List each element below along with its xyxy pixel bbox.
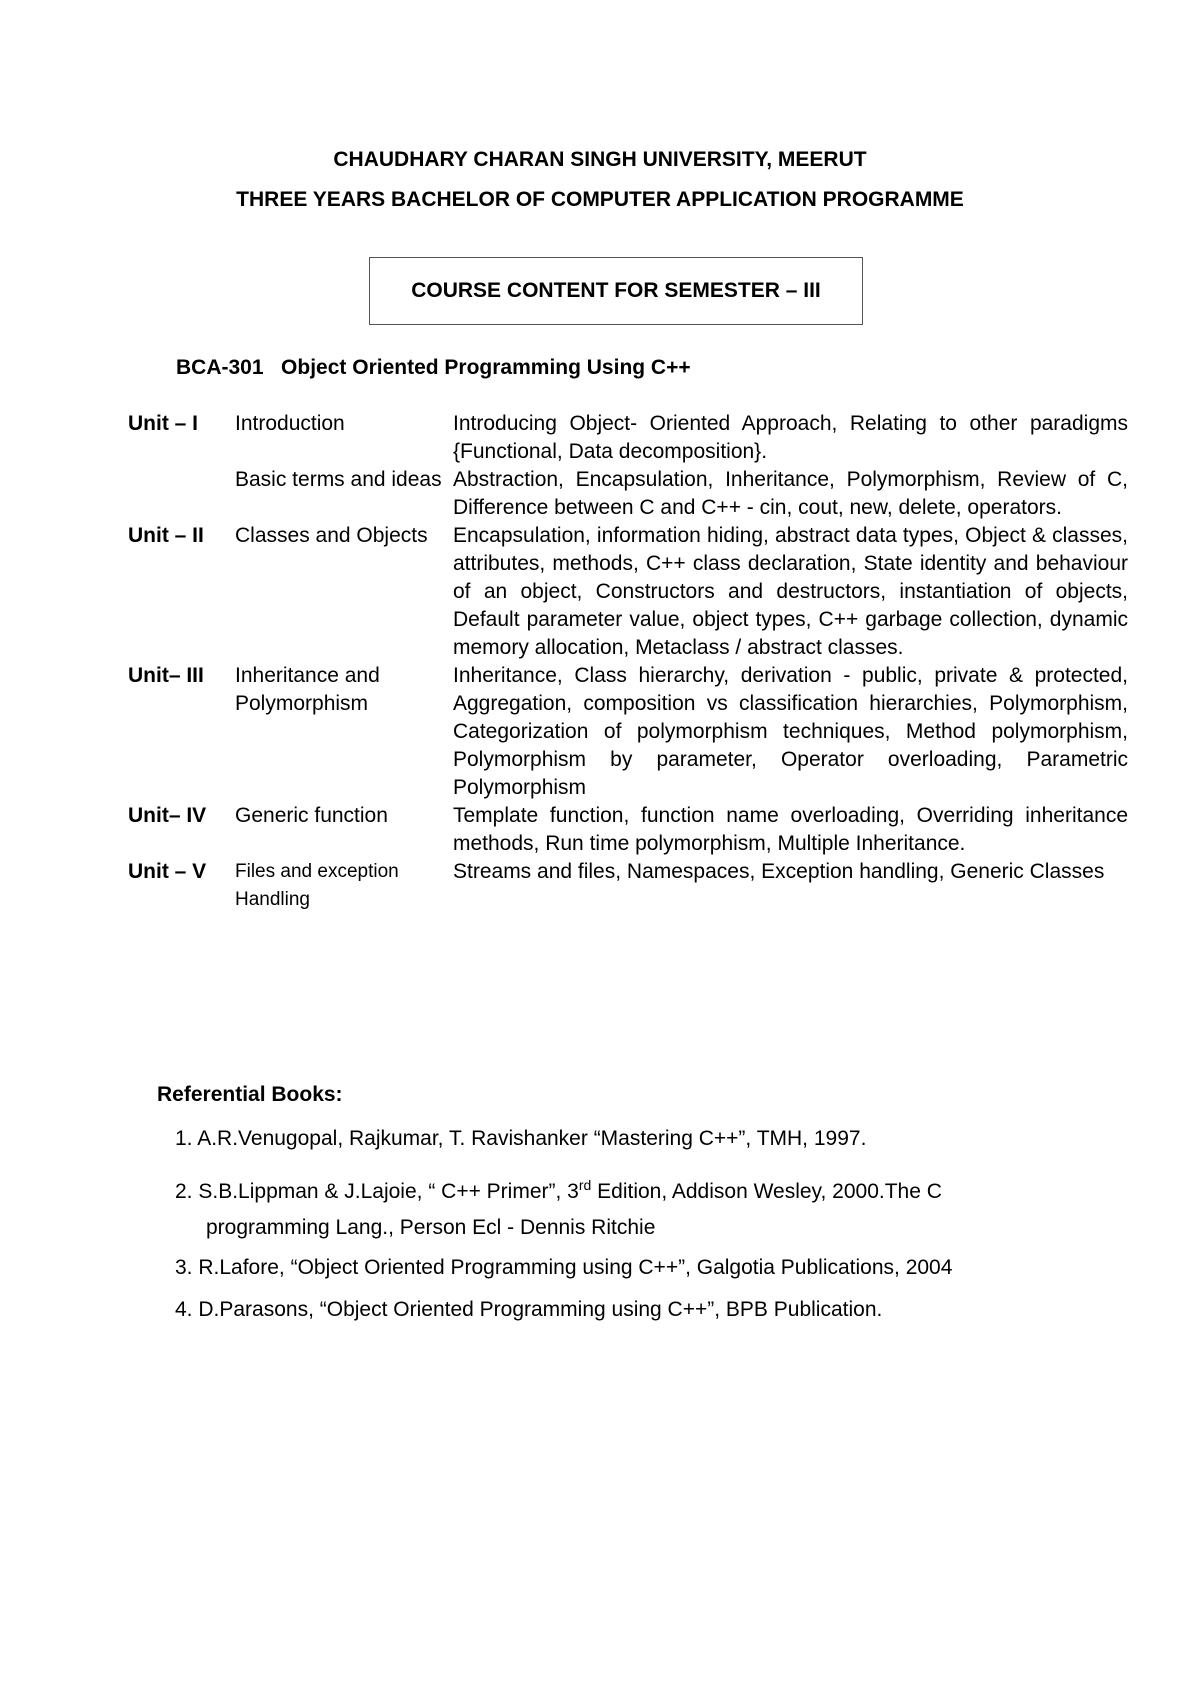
table-row: [128, 858, 1128, 914]
book-number: 2.: [175, 1180, 193, 1203]
table-row: [128, 466, 1128, 522]
book-superscript: rd: [578, 1177, 592, 1193]
list-item: [175, 1254, 1155, 1282]
unit-content: Template function, function name overloading, Overriding inheritance methods, Run time polymorphism, Multiple Inheritance.: [453, 804, 1128, 855]
semester-box: [369, 257, 863, 325]
unit-topic: Inheritance and Polymorphism: [235, 664, 380, 715]
university-name: CHAUDHARY CHARAN SINGH UNIVERSITY, MEERUT: [333, 148, 867, 171]
unit-label: Unit– III: [128, 664, 204, 687]
list-item: [175, 1167, 1155, 1246]
table-row: [128, 662, 1128, 802]
unit-label: Unit – V: [128, 860, 207, 883]
unit-topic: Introduction: [235, 412, 345, 435]
books-heading: Referential Books:: [157, 1083, 343, 1106]
book-text: programming Lang., Person Ecl - Dennis Ritchie: [206, 1216, 656, 1239]
unit-content: Encapsulation, information hiding, abstract data types, Object & classes, attributes, methods, C++ class declaration, State identity and behaviour of an object, Constructors and destructors, instantiation of objects, Default parameter value, object types, C++ garbage collection, dynamic memory allocation, Metaclass / abstract classes.: [453, 524, 1128, 659]
semester-title: COURSE CONTENT FOR SEMESTER – III: [411, 279, 821, 302]
unit-label: Unit– IV: [128, 804, 207, 827]
unit-topic: Files and exception Handling: [235, 861, 399, 910]
unit-label: Unit – II: [128, 524, 204, 547]
book-number: 1.: [175, 1127, 193, 1150]
course-heading: [176, 356, 691, 380]
syllabus-table: [128, 410, 1128, 914]
books-list: [175, 1125, 1155, 1338]
programme-title: THREE YEARS BACHELOR OF COMPUTER APPLICATION PROGRAMME: [236, 188, 964, 211]
book-number: 3.: [175, 1256, 193, 1279]
unit-topic: Classes and Objects: [235, 524, 428, 547]
unit-label: Unit – I: [128, 412, 199, 435]
course-code: BCA-301: [176, 356, 264, 379]
table-row: [128, 522, 1128, 662]
book-text: S.B.Lippman & J.Lajoie, “ C++ Primer”, 3: [198, 1180, 579, 1203]
book-text: Edition, Addison Wesley, 2000.The C: [591, 1180, 942, 1203]
unit-topic: Generic function: [235, 804, 388, 827]
unit-content: Inheritance, Class hierarchy, derivation - public, private & protected, Aggregation, composition vs classification hierarchies, Polymorphism, Categorization of polymorphism techniques, Method polymorphism, Polymorphism by parameter, Operator overloading, Parametric Polymorphism: [453, 664, 1128, 799]
unit-content: Streams and files, Namespaces, Exception handling, Generic Classes: [453, 860, 1105, 883]
book-number: 4.: [175, 1298, 193, 1321]
table-row: [128, 410, 1128, 466]
course-title: Object Oriented Programming Using C++: [281, 356, 691, 379]
unit-content: Introducing Object- Oriented Approach, Relating to other paradigms {Functional, Data decomposition}.: [453, 412, 1128, 463]
book-text: R.Lafore, “Object Oriented Programming using C++”, Galgotia Publications, 2004: [198, 1256, 953, 1279]
unit-content: Abstraction, Encapsulation, Inheritance, Polymorphism, Review of C, Difference between C and C++ - cin, cout, new, delete, operators.: [453, 468, 1128, 519]
book-text: D.Parasons, “Object Oriented Programming using C++”, BPB Publication.: [198, 1298, 883, 1321]
list-item: [175, 1296, 1155, 1324]
table-row: [128, 802, 1128, 858]
list-item: [175, 1125, 1155, 1153]
unit-topic: Basic terms and ideas: [235, 468, 442, 491]
book-text: A.R.Venugopal, Rajkumar, T. Ravishanker “Mastering C++”, TMH, 1997.: [197, 1127, 867, 1150]
